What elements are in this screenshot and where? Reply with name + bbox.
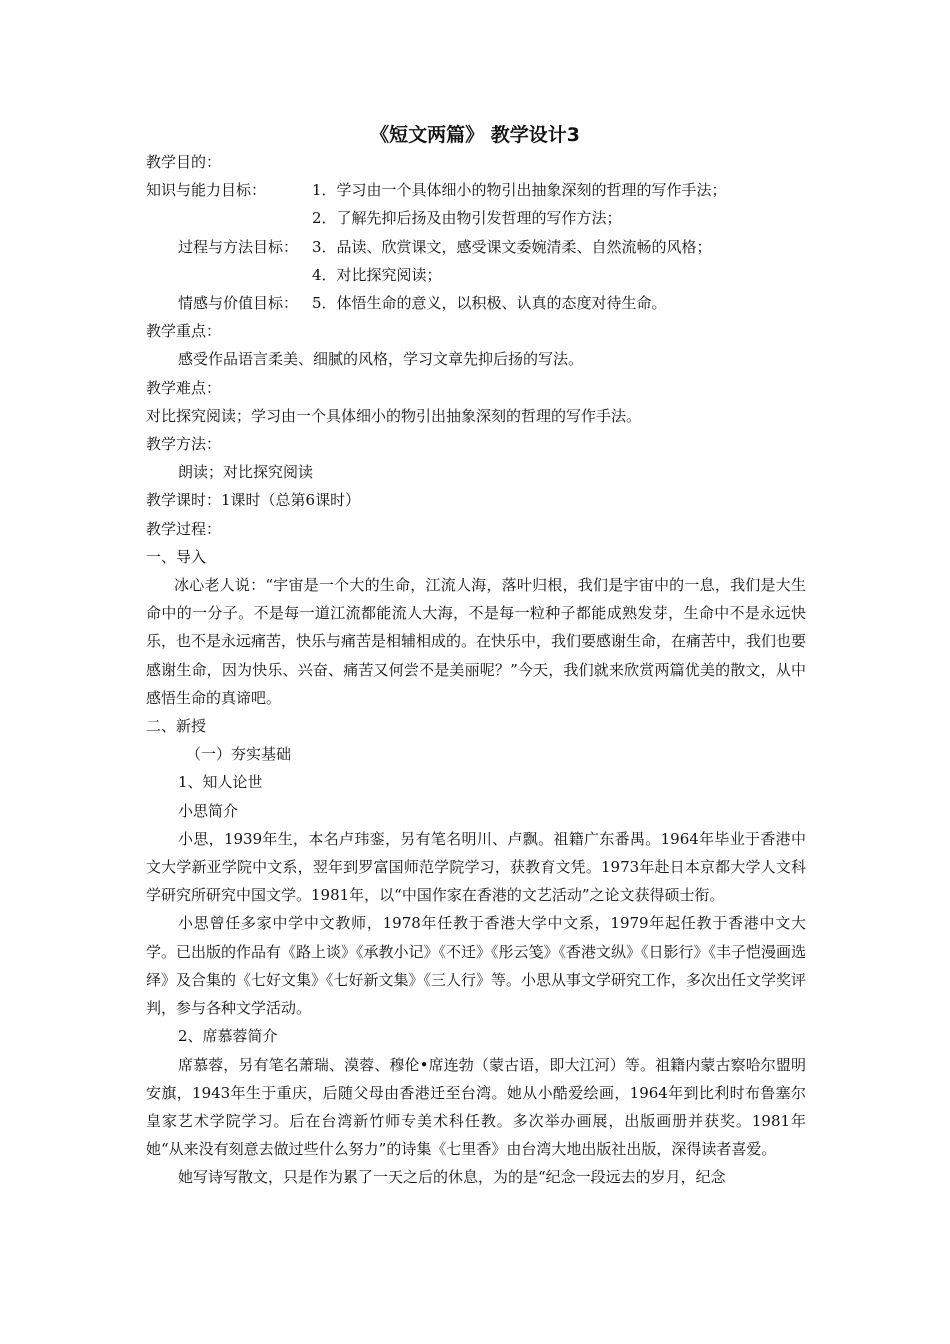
intro-heading: 一、导入 <box>146 547 207 566</box>
emotion-objective-row <box>146 289 806 317</box>
teaching-hours: 教学课时：1课时（总第6课时） <box>146 491 361 510</box>
difficulties-text: 对比探究阅读；学习由一个具体细小的物引出抽象深刻的哲理的写作手法。 <box>146 406 642 425</box>
objective-item-3: 3．品读、欣赏课文，感受课文委婉清柔、自然流畅的风格； <box>312 237 712 256</box>
knowledge-objective-row <box>146 176 806 204</box>
methods-text: 朗读；对比探究阅读 <box>178 463 314 482</box>
xiaosi-paragraph-2: 小思曾任多家中学中文教师，1978年任教于香港大学中文系，1979年起任教于香港中文大学。已出版的作品有《路上谈》《承教小记》《不迁》《彤云笺》《香港文纵》《日影行》《丰子恺漫画选绎》及合集的《七好文集》《七好新文集》《三人行》等。小思从事文学研究工作，多次出任文学奖评判，参与各种文学活动。 <box>146 914 807 1018</box>
process-heading: 教学过程： <box>146 519 222 538</box>
objective-item-4: 4．对比探究阅读； <box>312 265 442 284</box>
objective-item-5: 5．体悟生命的意义，以积极、认真的态度对待生命。 <box>312 294 667 313</box>
key-points-heading: 教学重点： <box>146 322 222 341</box>
methods-heading: 教学方法： <box>146 435 222 454</box>
process-objective-row <box>146 233 806 261</box>
key-points-text: 感受作品语言柔美、细腻的风格，学习文章先抑后扬的写法。 <box>178 350 584 369</box>
ximurong-paragraph-2: 她写诗写散文，只是作为累了一天之后的休息，为的是“纪念一段远去的岁月，纪念 <box>178 1168 726 1187</box>
document-body <box>146 148 806 1192</box>
new-lesson-heading: 二、新授 <box>146 717 207 736</box>
document-title: 《短文两篇》 教学设计3 <box>370 124 580 146</box>
knowledge-objective-label: 知识与能力目标： <box>146 181 267 200</box>
objective-item-1: 1．学习由一个具体细小的物引出抽象深刻的哲理的写作手法； <box>312 181 727 200</box>
item-1-heading: 1、知人论世 <box>178 773 263 792</box>
xiaosi-heading: 小思简介 <box>178 801 239 820</box>
xiaosi-paragraph-1: 小思，1939年生，本名卢玮銮，另有笔名明川、卢飘。祖籍广东番禺。1964年毕业于香港中文大学新亚学院中文系，翌年到罗富国师范学院学习，获教育文凭。1973年赴日本京都大学人文科学研究所研究中国文学。1981年，以“中国作家在香港的文艺活动”之论文获得硕士衔。 <box>146 829 806 905</box>
objectives-heading: 教学目的： <box>146 153 222 171</box>
emotion-objective-label: 情感与价值目标： <box>178 294 299 313</box>
item-2-heading: 2、席慕蓉简介 <box>178 1027 278 1046</box>
process-objective-label: 过程与方法目标： <box>178 237 299 256</box>
objective-item-2: 2．了解先抑后扬及由物引发哲理的写作方法； <box>312 209 622 228</box>
difficulties-heading: 教学难点： <box>146 378 222 397</box>
intro-paragraph: 冰心老人说：“宇宙是一个大的生命，江流人海，落叶归根，我们是宇宙中的一息，我们是大生命中的一分子。不是每一道江流都能流人大海，不是每一粒种子都能成熟发芽，生命中不是永远快乐，也不是永远痛苦，快乐与痛苦是相辅相成的。在快乐中，我们要感谢生命，在痛苦中，我们也要感谢生命，因为快乐、兴奋、痛苦又何尝不是美丽呢？”今天，我们就来欣赏两篇优美的散文，从中感悟生命的真谛吧。 <box>146 576 807 707</box>
sub-section-heading: （一）夯实基础 <box>186 745 292 764</box>
ximurong-paragraph-1: 席慕蓉，另有笔名萧瑞、漠蓉、穆伦•席连勃（蒙古语，即大江河）等。祖籍内蒙古察哈尔盟明安旗，1943年生于重庆，后随父母由香港迁至台湾。她从小酷爱绘画，1964年到比利时布鲁塞尔皇家艺术学院学习。后在台湾新竹师专美术科任教。多次举办画展，出版画册并获奖。1981年她“从来没有刻意去做过些什么努力”的诗集《七里香》由台湾大地出版社出版，深得读者喜爱。 <box>146 1055 806 1159</box>
